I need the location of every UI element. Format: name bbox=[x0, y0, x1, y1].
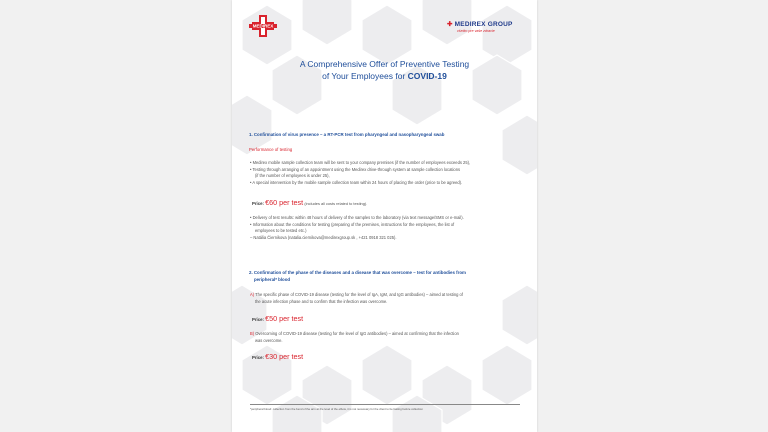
bullet-5: • Information about the conditions for testing (preparing of the premises, instructions for the employees, the list of bbox=[250, 221, 455, 227]
logo-brand-part2: GROUP bbox=[487, 21, 513, 28]
price-a-label: Price: bbox=[252, 317, 264, 322]
price-note: (includes all costs related to testing). bbox=[304, 201, 368, 206]
section2-heading-line2: peripheral* blood bbox=[254, 277, 291, 282]
title-line1: A Comprehensive Offer of Preventive Testing bbox=[299, 59, 470, 69]
item-b-marker: B) bbox=[250, 331, 255, 336]
price-a-value: €50 per test bbox=[265, 314, 304, 323]
logo-tagline: všetko pre vaše zdravie bbox=[457, 29, 495, 33]
section1-bullets2 bbox=[250, 215, 525, 241]
bullet-2: • Testing through arranging of an appointment using the Medirex drive-through system at sample collection locations bbox=[250, 166, 461, 172]
item-a-text-1: The specific phase of COVID-19 disease (testing for the level of IgA, IgM, and IgG antibodies) – aimed at testing of bbox=[255, 292, 463, 297]
item-a-text-2: the acute infection phase and to confirm that the infection was overcome. bbox=[255, 298, 388, 304]
document-page bbox=[232, 0, 537, 432]
section2-price-a bbox=[252, 314, 303, 323]
logo-brand-part1: MEDIREX bbox=[454, 21, 486, 28]
section2-item-b bbox=[250, 331, 525, 344]
item-a-marker: A) bbox=[250, 292, 255, 297]
footnote: *peripheral blood: collection from the bend of the arm at the level of the elbow, it is not necessary for the client to be fasting before collection bbox=[250, 407, 423, 411]
medirex-group-logo bbox=[447, 20, 527, 38]
page-title bbox=[232, 58, 537, 82]
bullet-4: • Delivery of test results: within 48 hours of delivery of the samples to the laboratory (via text message/SMS or e-mail). bbox=[250, 215, 464, 220]
section1-heading: 1. Confirmation of virus presence – a RT-PCR test from pharyngeal and nasopharyngeal swab bbox=[249, 132, 445, 137]
price-value: €60 per test bbox=[265, 198, 304, 207]
bullet-1: • Medirex mobile sample collection team will be sent to your company premises (if the number of employees exceeds 25), bbox=[250, 160, 471, 165]
item-b-text-2: was overcome. bbox=[255, 337, 283, 343]
bullet-2-cont: (if the number of employees is under 25), bbox=[255, 173, 330, 179]
section1-bullets bbox=[250, 160, 525, 186]
title-line2 bbox=[232, 70, 537, 82]
price-b-label: Price: bbox=[252, 355, 264, 360]
title-line2-bold: COVID-19 bbox=[407, 71, 447, 81]
section1-subheading: Performance of testing bbox=[249, 147, 293, 152]
footnote-divider bbox=[250, 404, 520, 405]
price-label: Price: bbox=[252, 201, 264, 206]
item-b-text-1: Overcoming of COVID-19 disease (testing for the level of IgG antibodies) – aimed at confirming that the infection bbox=[255, 331, 459, 336]
section2-heading bbox=[249, 269, 529, 283]
section2-price-b bbox=[252, 352, 303, 361]
logo-brand bbox=[447, 20, 527, 28]
section1-price bbox=[252, 198, 367, 207]
medical-cross-icon bbox=[249, 14, 277, 38]
medirex-logo bbox=[249, 14, 277, 38]
logo-text: MEDIREX bbox=[252, 23, 274, 29]
price-b-value: €30 per test bbox=[265, 352, 304, 361]
contact-line: – Natália Čiernikova (natalia.ciernikova@medirexgroup.sk , +421 0918 321 025). bbox=[250, 234, 397, 240]
section2-item-a bbox=[250, 292, 525, 305]
bullet-3: • A special intervention by the mobile sample collection team within 24 hours of placing the order (price to be agreed). bbox=[250, 179, 463, 185]
logo-plus-icon: ✚ bbox=[447, 21, 453, 28]
bullet-5-cont: employees to be tested etc.) bbox=[255, 228, 307, 234]
title-line2-prefix: of Your Employees for bbox=[322, 71, 406, 81]
section2-heading-line1: 2. Confirmation of the phase of the diseases and a disease that was overcome – test for antibodies from bbox=[249, 270, 466, 275]
